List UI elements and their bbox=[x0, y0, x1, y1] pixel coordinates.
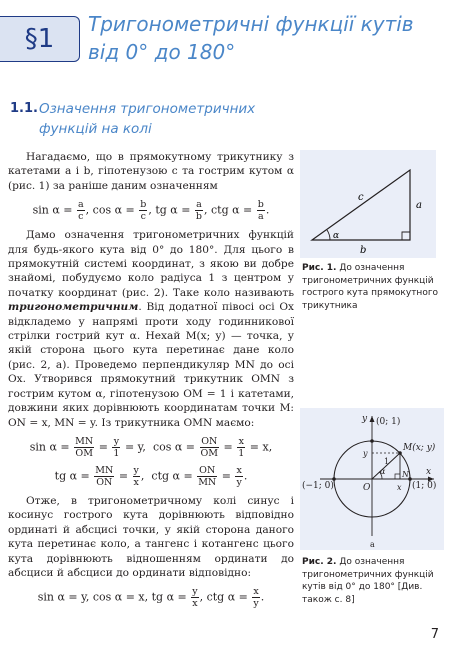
section-title: Тригонометричні функції кутів від 0° до 180° bbox=[88, 12, 414, 64]
figure-2-panel bbox=[300, 408, 444, 550]
section-badge: §1 bbox=[0, 16, 80, 62]
body-text bbox=[8, 150, 294, 615]
figure-1-panel bbox=[300, 150, 436, 258]
formula-triangle-definitions: sin α = $\frac{a}{c}$ , cos α = $\frac{b}{c}$ , tg α = $\frac{a}{b}$ , ctg α = $\frac{b}{a}$ . bbox=[32, 199, 270, 223]
point-left-label: (−1; 0) bbox=[302, 481, 334, 491]
term-trigonometric: тригонометричним bbox=[8, 301, 139, 314]
paragraph-intro: Нагадаємо, що в прямокутному трикутнику з катетами a і b, гіпотенузою c та гострим кутом α (рис. 1) за раніше даним означенням bbox=[8, 151, 294, 192]
angle-alpha-label: α bbox=[380, 467, 386, 476]
figure-1-triangle bbox=[300, 150, 436, 258]
subsection-number: 1.1. bbox=[10, 101, 38, 116]
y-axis-label: y bbox=[362, 414, 368, 424]
label-a: a bbox=[416, 200, 422, 211]
page-number: 7 bbox=[430, 627, 439, 642]
figure-2-unit-circle bbox=[300, 408, 444, 550]
formula-sin-cos: sin α = $\frac{MN}{OM}$ = $\frac{y}{1}$ = y, cos α = $\frac{ON}{OM}$ = $\frac{x}{1}$ = x, bbox=[29, 435, 273, 459]
paragraph-conclusion: Отже, в тригонометричному колі синус і косинус гострого кута дорівнюють відповідно ординаті й абсцисі точки, у якій сторона даного кута перетинає коло, а тангенс і котангенс цього кута дорівнюють відношенням ординати до абсциси й абсциси до ординати відповідно: bbox=[8, 494, 294, 579]
subsection-title: Означення тригонометричних функцій на колі bbox=[39, 101, 256, 137]
point-top-label: (0; 1) bbox=[376, 417, 401, 427]
figure-2-sublabel: a bbox=[370, 540, 375, 549]
x-axis-label: x bbox=[426, 467, 432, 477]
formula-tg-ctg: tg α = $\frac{MN}{ON}$ = $\frac{y}{x}$ , ctg α = $\frac{ON}{MN}$ = $\frac{x}{y}$ . bbox=[54, 464, 248, 488]
label-c: c bbox=[358, 192, 364, 203]
point-right-label: (1; 0) bbox=[412, 481, 437, 491]
x-coordinate-label: x bbox=[397, 483, 402, 492]
label-b: b bbox=[360, 245, 367, 256]
figure-1-caption: Рис. 1. До означення тригонометричних функцій гострого кута прямокутного трикутника bbox=[302, 263, 439, 311]
origin-label: O bbox=[363, 483, 371, 493]
formula-unit-circle: sin α = y, cos α = x, tg α = $\frac{y}{x}$ , ctg α = $\frac{x}{y}$ . bbox=[37, 586, 265, 610]
y-coordinate-label: y bbox=[363, 449, 368, 458]
point-n-label: N bbox=[402, 470, 409, 479]
paragraph-definition: Дамо означення тригонометричних функцій для будь-якого кута від 0° до 180°. Для цього в прямокутній системі координат, з якою ви добре знайомі, побудуємо коло радіуса 1 з центром у початку координат (рис. 2). Таке коло називають тригонометричним. Від додатної півосі осі Ox відкладемо у напрямі проти ходу годинникової стрілки гострий кут α. Нехай M(x; y) — точка, у якій сторона цього кута перетинає дане коло (рис. 2, a). Проведемо перпендикуляр MN до осі Ox. Утворився прямокутний трикутник OMN з гострим кутом α, гіпотенузою OM = 1 і катетами, довжини яких дорівнюють координатам точки M: ON = x, MN = y. Із трикутника OMN маємо: bbox=[8, 229, 294, 429]
point-m-label: M(x; y) bbox=[403, 443, 436, 453]
label-alpha: α bbox=[333, 231, 340, 241]
radius-label: 1 bbox=[384, 457, 390, 466]
figure-2-caption: Рис. 2. До означення тригонометричних функцій кутів від 0° до 180° [Див. також с. 8] bbox=[302, 557, 434, 605]
